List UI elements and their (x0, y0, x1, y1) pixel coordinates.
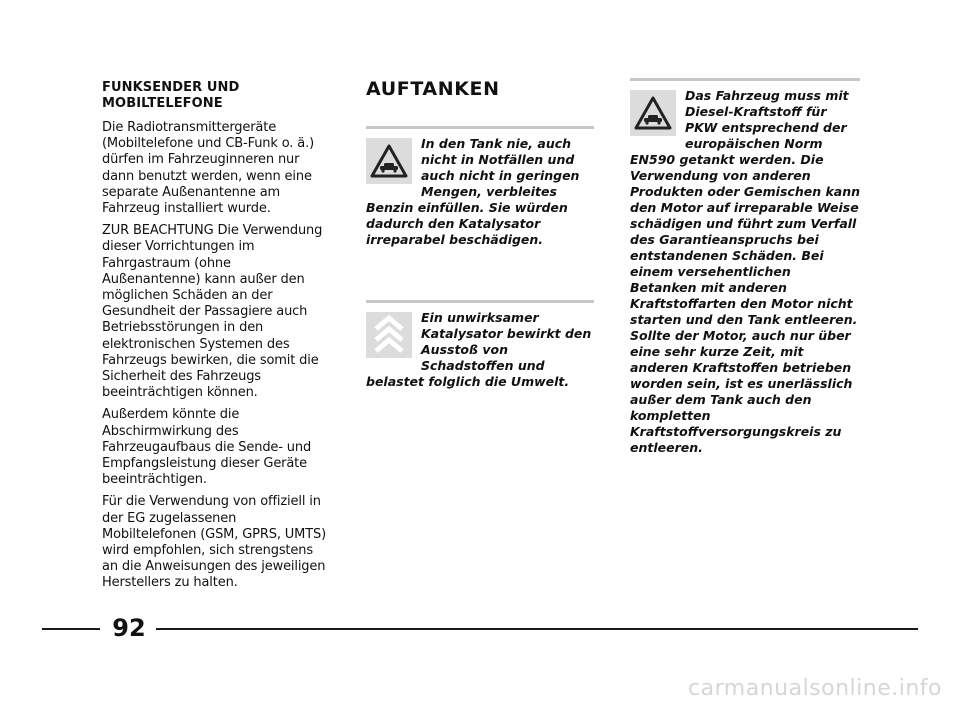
paragraph: Außerdem könnte die Abschirmwirkung des Fahrzeugaufbaus die Sende- und Empfangsleistung dieser Geräte beeinträchtigen. (102, 407, 312, 488)
note-divider (630, 78, 860, 81)
left-column (102, 80, 328, 598)
warning-note-diesel (630, 78, 860, 456)
environment-chevrons-icon (366, 312, 412, 358)
section-title-auftanken: AUFTANKEN (366, 78, 500, 100)
paragraph: ZUR BEACHTUNG Die Verwendung dieser Vorrichtungen im Fahrgastraum (ohne Außenantenne) kann außer den möglichen Schäden an der Gesundheit der Passagiere auch Betriebsstörungen in den elektronischen Systemen des Fahrzeugs bewirken, die somit die Sicherheit des Fahrzeugs beeinträchtigen können. (102, 223, 323, 401)
page-number: 92 (112, 614, 146, 642)
watermark: carmanualsonline.info (688, 676, 942, 701)
note-text: Das Fahrzeug muss mit Diesel-Kraftstoff für PKW entsprechend der europäischen Norm EN590 getankt werden. Die Verwendung von anderen Produkten oder Gemischen kann den Motor auf irreparable Weise schädigen und führt zum Verfall des Garantieanspruchs bei entstandenen Schäden. Bei einem versehentlichen Betanken mit anderen Kraftstoffarten den Motor nicht starten und den Tank entleeren. Sollte der Motor, auch nur über eine sehr kurze Zeit, mit anderen Kraftstoffen betrieben worden sein, ist es unerlässlich außer dem Tank auch den kompletten Kraftstoffversorgungskreis zu entleeren. (630, 88, 860, 455)
paragraph: Für die Verwendung von offiziell in der EG zugelassenen Mobiltelefonen (GSM, GPRS, UMTS) wird empfohlen, sich strengstens an die Anweisungen des jeweiligen Herstellers zu halten. (102, 494, 327, 591)
section-heading-radio: FUNKSENDER UND MOBILTELEFONE (102, 80, 240, 111)
car-warning-triangle-icon (366, 138, 412, 184)
note-divider (366, 126, 594, 129)
note-text: In den Tank nie, auch nicht in Notfällen und auch nicht in geringen Mengen, verbleites Benzin einfüllen. Sie würden dadurch den Katalysator irreparabel beschädigen. (366, 136, 580, 247)
car-warning-triangle-icon (630, 90, 676, 136)
footer-rule-left (42, 628, 100, 630)
paragraph: Die Radiotransmittergeräte (Mobiltelefone und CB-Funk o. ä.) dürfen im Fahrzeuginneren nur dann benutzt werden, wenn eine separate Außenantenne am Fahrzeug installiert wurde. (102, 120, 314, 217)
environment-note-catalyst (366, 300, 594, 390)
footer-rule-right (156, 628, 918, 630)
note-text: Ein unwirksamer Katalysator bewirkt den Ausstoß von Schadstoffen und belastet folglich die Umwelt. (366, 310, 592, 389)
warning-note-leaded-fuel (366, 126, 594, 248)
note-divider (366, 300, 594, 303)
